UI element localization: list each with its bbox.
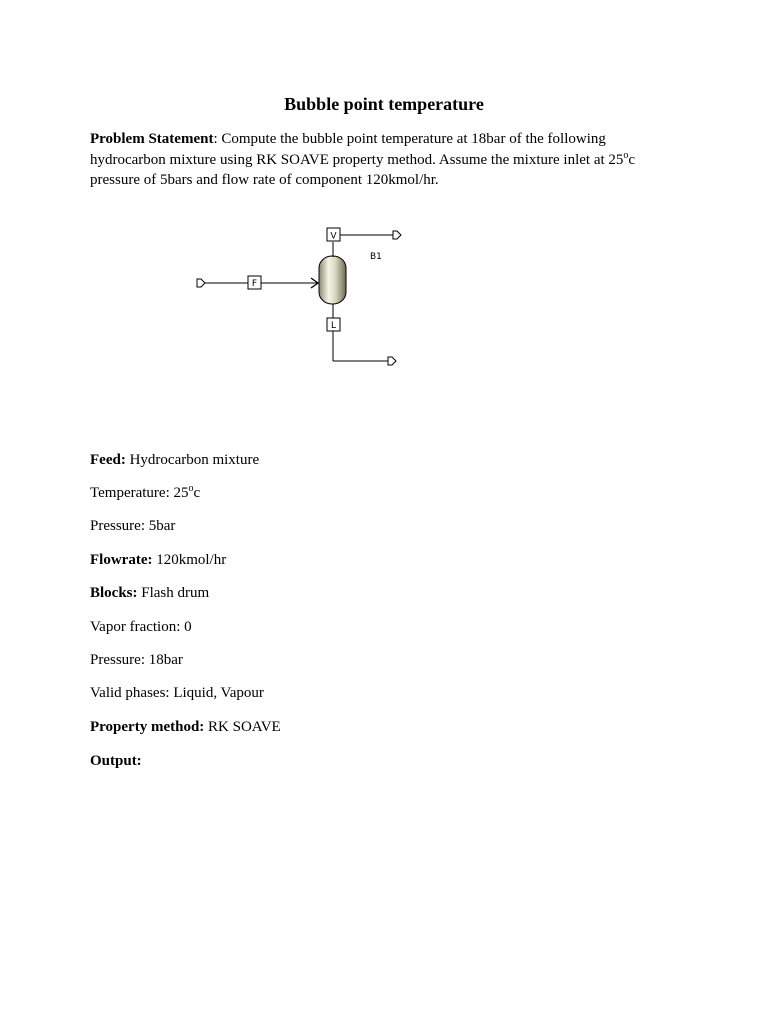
property-method-value: RK SOAVE [204,719,281,735]
block-pressure-field: Pressure: 18bar [90,652,183,668]
output-label: Output: [90,753,142,769]
temperature-label: Temperature: 25 [90,485,189,501]
valid-phases-field: Valid phases: Liquid, Vapour [90,685,264,701]
problem-text-part-2: c pressure of 5bars and flow rate of component 120kmol/hr. [90,151,636,188]
temperature-unit: c [193,485,201,501]
feed-pressure-field: Pressure: 5bar [90,518,176,534]
vapor-fraction-field: Vapor fraction: 0 [90,619,192,635]
feed-stream-label: F [251,279,258,289]
liquid-outlet-arrow-icon [388,357,396,365]
property-method-label: Property method: [90,719,205,735]
degree-superscript: o [623,149,629,161]
flowrate-value: 120kmol/hr [152,552,227,568]
block-label: B1 [370,252,382,262]
feed-field [90,450,259,470]
flash-drum-icon [319,256,346,304]
blocks-value: Flash drum [137,585,210,601]
flowrate-field [90,550,226,570]
property-method-field [90,717,281,737]
vapor-stream-label: V [330,231,337,242]
feed-label: Feed: [90,452,126,468]
flowrate-label: Flowrate: [90,552,153,568]
problem-statement-label: Problem Statement [90,131,214,147]
output-field [90,751,142,771]
feed-value: Hydrocarbon mixture [125,452,260,468]
temperature-field [90,483,200,503]
flowsheet-diagram [190,220,420,375]
feed-inlet-arrow-icon [197,279,205,287]
liquid-stream-label: L [330,321,337,331]
problem-text-part-1: : Compute the bubble point temperature at 18bar of the following hydrocarbon mixture using RK SOAVE property method. Assume the mixture inlet at 25 [90,131,624,168]
blocks-label: Blocks: [90,585,138,601]
page-title: Bubble point temperature [284,94,484,114]
vapor-outlet-arrow-icon [393,231,401,239]
problem-statement [90,129,670,191]
blocks-field [90,583,209,603]
temperature-degree: o [188,483,194,494]
